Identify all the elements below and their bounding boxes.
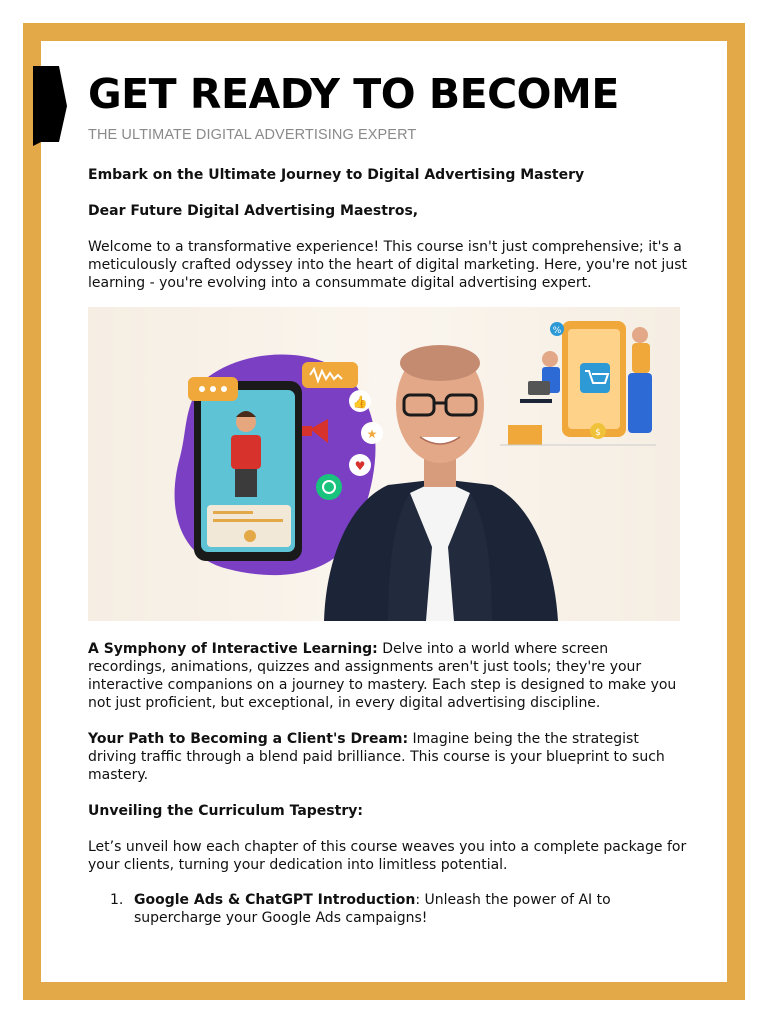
curriculum-intro: Let’s unveil how each chapter of this course weaves you into a complete package for your clients, turning your dedication into limitless potential. (88, 839, 687, 873)
section-text: Delve into a world where screen recordings, animations, quizzes and assignments aren't just tools; they're your interactive companions on a journey to mastery. Each step is designed to make you not just proficient, but exceptional, in every digital advertising discipline. (88, 641, 677, 711)
chatgpt-logo-icon (316, 474, 342, 500)
hero-image (88, 307, 680, 621)
list-item-text: : Unleash the power of AI to supercharge your Google Ads campaigns! (134, 892, 611, 926)
section-interactive-learning (88, 640, 688, 712)
curriculum-list (88, 891, 688, 927)
section-lead: A Symphony of Interactive Learning: (88, 641, 378, 657)
list-item-title: Google Ads & ChatGPT Introduction (134, 892, 416, 908)
section-text: Imagine being the the strategist driving traffic through a blend paid brilliance. This course is your blueprint to such mastery. (88, 731, 665, 783)
svg-text:👍: 👍 (352, 395, 368, 409)
smartphone-illustration (194, 381, 302, 561)
curriculum-heading: Unveiling the Curriculum Tapestry: (88, 803, 363, 819)
svg-text:%: % (552, 326, 562, 336)
svg-text:♥: ♥ (354, 459, 366, 473)
document-body (88, 166, 688, 927)
chat-bubble-icon (188, 377, 238, 401)
intro-heading: Embark on the Ultimate Journey to Digital Advertising Mastery (88, 167, 585, 183)
audio-wave-icon (302, 362, 358, 388)
page-subtitle: THE ULTIMATE DIGITAL ADVERTISING EXPERT (88, 127, 417, 143)
section-lead: Your Path to Becoming a Client's Dream: (88, 731, 409, 747)
page-title: GET READY TO BECOME (88, 70, 619, 118)
list-item (88, 891, 688, 927)
section-client-dream (88, 730, 688, 784)
bookmark-marker-icon (33, 66, 67, 146)
intro-paragraph: Welcome to a transformative experience! This course isn't just comprehensive; it's a meticulously crafted odyssey into the heart of digital marketing. Here, you're not just learning - you're evolving into a consummate digital advertising expert. (88, 239, 687, 291)
list-item-number: 1. (110, 892, 124, 908)
svg-text:★: ★ (366, 427, 378, 441)
ecommerce-illustration (500, 321, 656, 445)
salutation: Dear Future Digital Advertising Maestros, (88, 203, 419, 219)
svg-text:$: $ (595, 428, 601, 438)
